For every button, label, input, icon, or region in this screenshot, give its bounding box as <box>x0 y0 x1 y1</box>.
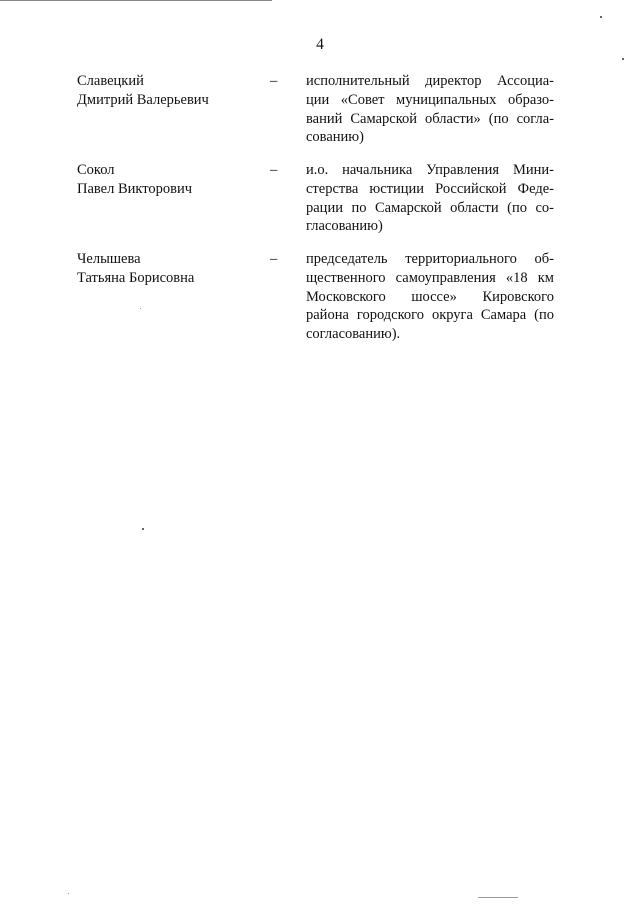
top-rule <box>0 0 272 1</box>
position-description <box>306 250 554 344</box>
position-description <box>306 161 554 236</box>
scan-speck <box>622 58 624 60</box>
scan-speck <box>142 528 144 530</box>
description-line: гласованию) <box>306 218 383 235</box>
position-description <box>306 72 554 147</box>
surname: Славецкий <box>77 73 144 89</box>
description-line: стерства юстиции Российской Феде- <box>306 180 554 197</box>
surname: Сокол <box>77 162 115 178</box>
given-names: Татьяна Борисовна <box>77 269 195 286</box>
given-names: Дмитрий Валерьевич <box>77 91 209 108</box>
person-name <box>77 161 257 198</box>
description-line: ваний Самарской области» (по согла- <box>306 110 554 127</box>
scan-speck <box>600 16 602 18</box>
dash-separator: – <box>270 73 278 89</box>
description-line: ции «Совет муниципальных образо- <box>306 91 554 108</box>
description-line: района городского округа Самара (по <box>306 307 554 324</box>
scan-speck <box>140 308 141 309</box>
description-line: председатель территориального об- <box>306 251 554 267</box>
person-name <box>77 72 257 109</box>
scan-speck <box>478 897 518 898</box>
surname: Челышева <box>77 251 141 267</box>
scan-speck <box>68 893 69 894</box>
description-line: Московского шоссе» Кировского <box>306 288 554 305</box>
description-line: сованию) <box>306 129 364 146</box>
dash-separator: – <box>270 251 278 267</box>
description-line: согласованию). <box>306 326 401 343</box>
given-names: Павел Викторович <box>77 180 193 197</box>
description-line: исполнительный директор Ассоциа- <box>306 73 554 89</box>
description-line: рации по Самарской области (по со- <box>306 199 554 216</box>
page-number: 4 <box>316 36 324 53</box>
dash-separator: – <box>270 162 278 178</box>
description-line: щественного самоуправления «18 км <box>306 269 554 286</box>
person-name <box>77 250 257 287</box>
description-line: и.о. начальника Управления Мини- <box>306 162 554 178</box>
